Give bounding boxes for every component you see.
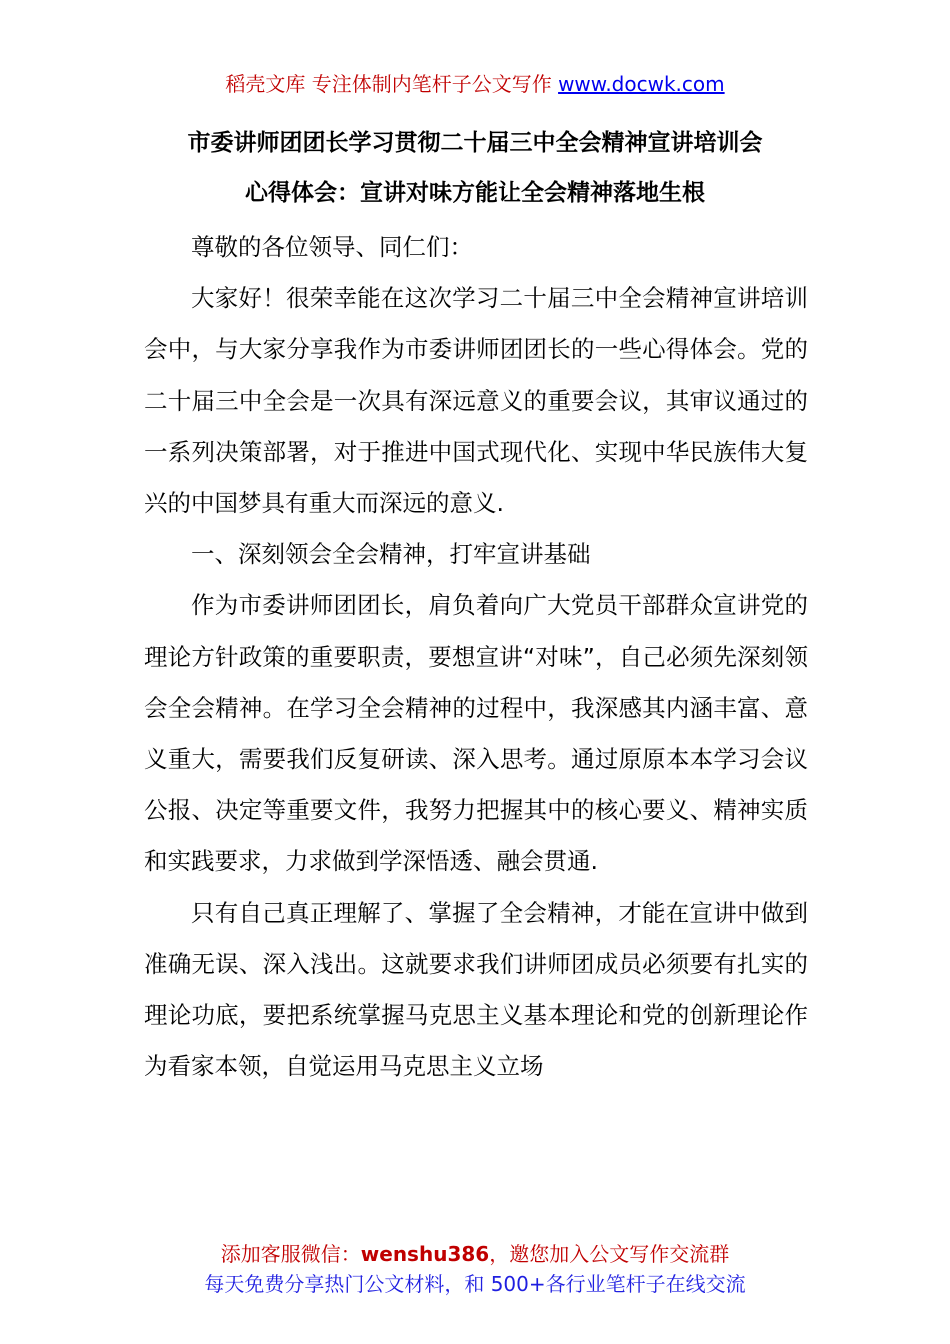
header-brand-text: 稻壳文库 专注体制内笔杆子公文写作 xyxy=(225,72,552,96)
document-body xyxy=(144,222,808,1092)
header-url-link[interactable]: www.docwk.com xyxy=(558,72,725,96)
footer-wechat-line xyxy=(0,1240,950,1268)
footer-promo-line: 每天免费分享热门公文材料，和 500+各行业笔杆子在线交流 xyxy=(204,1272,746,1296)
body-paragraph: 作为市委讲师团团长，肩负着向广大党员干部群众宣讲党的理论方针政策的重要职责，要想宣讲“对味”，自己必须先深刻领会全会精神。在学习全会精神的过程中，我深感其内涵丰富、意义重大，需要我们反复研读、深入思考。通过原原本本学习会议公报、决定等重要文件，我努力把握其中的核心要义、精神实质和实践要求，力求做到学深悟透、融会贯通. xyxy=(144,591,808,876)
opening-paragraph: 大家好！很荣幸能在这次学习二十届三中全会精神宣讲培训会中，与大家分享我作为市委讲师团团长的一些心得体会。党的二十届三中全会是一次具有深远意义的重要会议，其审议通过的一系列决策部署，对于推进中国式现代化、实现中华民族伟大复兴的中国梦具有重大而深远的意义. xyxy=(144,284,808,518)
salutation-paragraph: 尊敬的各位领导、同仁们： xyxy=(191,233,473,261)
footer-wechat-prefix: 添加客服微信： xyxy=(220,1242,361,1266)
document-title-line-2: 心得体会：宣讲对味方能让全会精神落地生根 xyxy=(245,180,705,206)
document-title-line-1: 市委讲师团团长学习贯彻二十届三中全会精神宣讲培训会 xyxy=(187,130,763,156)
footer-wechat-suffix: ，邀您加入公文写作交流群 xyxy=(489,1242,730,1266)
page-header xyxy=(0,70,950,98)
section-heading-1: 一、深刻领会全会精神，打牢宣讲基础 xyxy=(191,540,591,569)
body-paragraph: 只有自己真正理解了、掌握了全会精神，才能在宣讲中做到准确无误、深入浅出。这就要求我们讲师团成员必须要有扎实的理论功底，要把系统掌握马克思主义基本理论和党的创新理论作为看家本领，自觉运用马克思主义立场 xyxy=(144,898,808,1081)
footer-wechat-id: wenshu386 xyxy=(360,1242,490,1266)
